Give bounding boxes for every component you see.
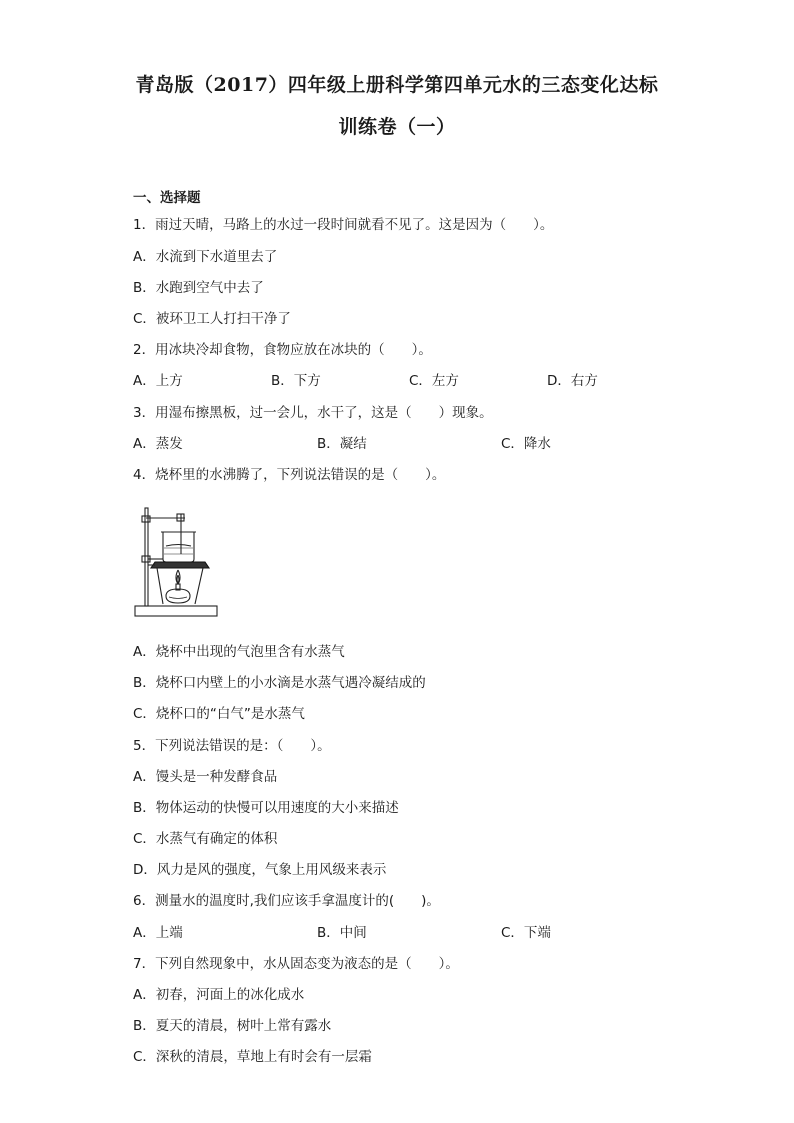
question-2-stem: 2．用冰块冷却食物，食物应放在冰块的（ ）。 (133, 342, 432, 358)
question-7-option-b: B．夏天的清晨，树叶上常有露水 (133, 1018, 332, 1034)
question-5-option-c: C．水蒸气有确定的体积 (133, 831, 278, 847)
question-3-option-b: B．凝结 (317, 436, 367, 452)
question-2-option-b: B．下方 (271, 373, 321, 389)
question-3-stem: 3．用湿布擦黑板，过一会儿，水干了，这是（ ）现象。 (133, 405, 493, 421)
question-7-option-c: C．深秋的清晨，草地上有时会有一层霜 (133, 1049, 372, 1065)
question-4-option-c: C．烧杯口的“白气”是水蒸气 (133, 706, 305, 722)
section-heading: 一、选择题 (133, 190, 201, 206)
question-1-option-b: B．水跑到空气中去了 (133, 280, 264, 296)
question-6-stem: 6．测量水的温度时,我们应该手拿温度计的( )。 (133, 893, 440, 909)
question-2-option-a: A．上方 (133, 373, 183, 389)
question-4-option-a: A．烧杯中出现的气泡里含有水蒸气 (133, 644, 345, 660)
question-4-stem: 4．烧杯里的水沸腾了，下列说法错误的是（ ）。 (133, 467, 446, 483)
question-6-option-b: B．中间 (317, 925, 367, 941)
page-title-line2: 训练卷（一） (338, 116, 456, 138)
question-1-option-c: C．被环卫工人打扫干净了 (133, 311, 291, 327)
question-1-option-a: A．水流到下水道里去了 (133, 249, 278, 265)
question-1-stem: 1．雨过天晴，马路上的水过一段时间就看不见了。这是因为（ ）。 (133, 217, 554, 233)
question-5-option-a: A．馒头是一种发酵食品 (133, 769, 278, 785)
question-5-option-d: D．风力是风的强度，气象上用风级来表示 (133, 862, 387, 878)
question-2-option-d: D．右方 (547, 373, 598, 389)
question-5-option-b: B．物体运动的快慢可以用速度的大小来描述 (133, 800, 399, 816)
boiling-beaker-apparatus-figure (133, 496, 219, 618)
question-6-option-a: A．上端 (133, 925, 183, 941)
question-2-option-c: C．左方 (409, 373, 459, 389)
question-4-option-b: B．烧杯口内壁上的小水滴是水蒸气遇冷凝结成的 (133, 675, 426, 691)
question-6-option-c: C．下端 (501, 925, 551, 941)
question-5-stem: 5．下列说法错误的是：（ ）。 (133, 738, 331, 754)
question-7-option-a: A．初春，河面上的冰化成水 (133, 987, 305, 1003)
question-3-option-a: A．蒸发 (133, 436, 183, 452)
page-title-line1: 青岛版（2017）四年级上册科学第四单元水的三态变化达标 (135, 74, 659, 96)
question-3-option-c: C．降水 (501, 436, 551, 452)
question-7-stem: 7．下列自然现象中，水从固态变为液态的是（ ）。 (133, 956, 459, 972)
